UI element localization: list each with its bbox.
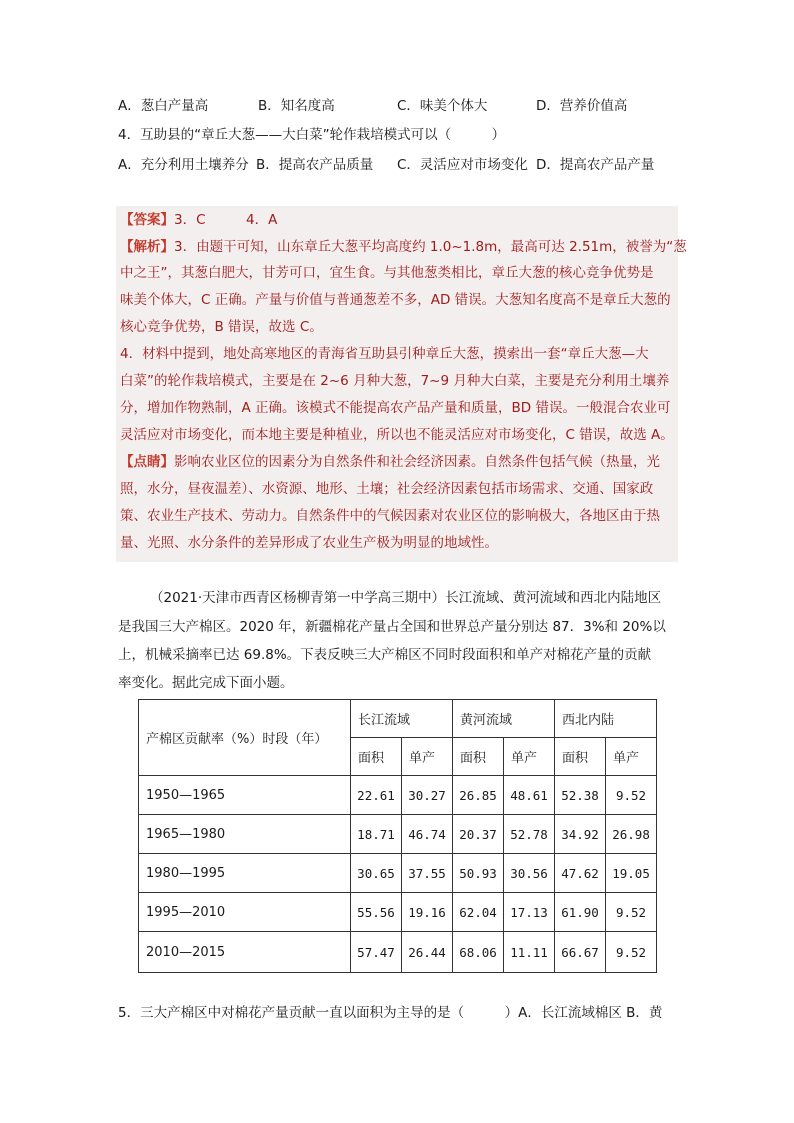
sub-header: 面积 bbox=[453, 738, 504, 776]
value-cell: 48.61 bbox=[504, 776, 555, 815]
value-cell: 17.13 bbox=[504, 893, 555, 932]
period-cell: 1995—2010 bbox=[139, 893, 351, 932]
region-header-northwest: 西北内陆 bbox=[555, 700, 657, 738]
value-cell: 30.56 bbox=[504, 854, 555, 893]
analysis-line-6: 白菜”的轮作栽培模式，主要是在 2~6 月种大葱，7~9 月种大白菜，主要是充分利用土壤养 bbox=[120, 373, 670, 389]
analysis-line-1 bbox=[120, 237, 687, 257]
q4-option-d: D．提高农产品产量 bbox=[536, 157, 655, 173]
analysis-line-2: 中之王”，其葱白肥大，甘芳可口，宜生食。与其他葱类相比，章丘大葱的核心竞争优势是 bbox=[120, 265, 654, 281]
q5-stem: 5．三大产棉区中对棉花产量贡献一直以面积为主导的是（ ）A．长江流域棉区 B．黄 bbox=[118, 1005, 663, 1021]
answer-tag: 【答案】 bbox=[120, 212, 174, 228]
value-cell: 26.44 bbox=[402, 932, 453, 973]
value-cell: 9.52 bbox=[606, 932, 657, 973]
period-cell: 1950—1965 bbox=[139, 776, 351, 815]
comment-line-1 bbox=[120, 452, 660, 472]
value-cell: 52.38 bbox=[555, 776, 606, 815]
intro-line-1: （2021·天津市西青区杨柳青第一中学高三期中）长江流域、黄河流域和西北内陆地区 bbox=[150, 590, 662, 606]
region-header-yangtze: 长江流域 bbox=[351, 700, 453, 738]
comment-text-1: 影响农业区位的因素分为自然条件和社会经济因素。自然条件包括气候（热量，光 bbox=[174, 454, 660, 470]
value-cell: 9.52 bbox=[606, 776, 657, 815]
answer-line bbox=[120, 210, 277, 230]
answer-text: 3．C 4．A bbox=[174, 212, 278, 228]
q3-option-b: B．知名度高 bbox=[258, 98, 335, 114]
q3-option-c: C．味美个体大 bbox=[397, 98, 488, 114]
intro-line-2: 是我国三大产棉区。2020 年，新疆棉花产量占全国和世界总产量分别达 87．3%和 20%以 bbox=[118, 619, 666, 635]
value-cell: 19.05 bbox=[606, 854, 657, 893]
analysis-line-3: 味美个体大，C 正确。产量与价值与普通葱差不多，AD 错误。大葱知名度高不是章丘大葱的 bbox=[120, 292, 671, 308]
table-row bbox=[139, 854, 657, 893]
comment-line-2: 照，水分，昼夜温差）、水资源、地形、土壤；社会经济因素包括市场需求、交通、国家政 bbox=[120, 481, 654, 497]
q4-option-c: C．灵活应对市场变化 bbox=[397, 157, 528, 173]
value-cell: 20.37 bbox=[453, 815, 504, 854]
q3-option-d: D．营养价值高 bbox=[536, 98, 628, 114]
period-cell: 2010—2015 bbox=[139, 932, 351, 973]
sub-header: 单产 bbox=[504, 738, 555, 776]
cotton-contribution-table bbox=[138, 699, 657, 973]
value-cell: 30.65 bbox=[351, 854, 402, 893]
q4-option-b: B．提高农产品质量 bbox=[256, 157, 374, 173]
sub-header: 面积 bbox=[351, 738, 402, 776]
sub-header: 面积 bbox=[555, 738, 606, 776]
table-corner-header: 产棉区贡献率（%）时段（年） bbox=[139, 700, 351, 776]
q4-option-a: A．充分利用土壤养分 bbox=[118, 157, 249, 173]
analysis-line-5: 4．材料中提到，地处高寒地区的青海省互助县引种章丘大葱，摸索出一套“章丘大葱—大 bbox=[120, 346, 649, 362]
value-cell: 11.11 bbox=[504, 932, 555, 973]
value-cell: 26.85 bbox=[453, 776, 504, 815]
table-row bbox=[139, 776, 657, 815]
sub-header: 单产 bbox=[402, 738, 453, 776]
comment-tag: 【点睛】 bbox=[120, 454, 174, 470]
table-row bbox=[139, 815, 657, 854]
sub-header: 单产 bbox=[606, 738, 657, 776]
value-cell: 62.04 bbox=[453, 893, 504, 932]
q4-stem: 4．互助县的“章丘大葱——大白菜”轮作栽培模式可以（ ） bbox=[118, 127, 506, 143]
period-cell: 1980—1995 bbox=[139, 854, 351, 893]
value-cell: 66.67 bbox=[555, 932, 606, 973]
value-cell: 52.78 bbox=[504, 815, 555, 854]
q3-option-a: A．葱白产量高 bbox=[118, 98, 209, 114]
value-cell: 18.71 bbox=[351, 815, 402, 854]
analysis-line-7: 分，增加作物熟制，A 正确。该模式不能提高农产品产量和质量，BD 错误。一般混合农业可 bbox=[120, 400, 671, 416]
value-cell: 57.47 bbox=[351, 932, 402, 973]
analysis-line-4: 核心竞争优势，B 错误，故选 C。 bbox=[120, 319, 323, 335]
value-cell: 68.06 bbox=[453, 932, 504, 973]
analysis-line-8: 灵活应对市场变化，而本地主要是种植业，所以也不能灵活应对市场变化，C 错误，故选 A。 bbox=[120, 427, 674, 443]
comment-line-3: 策、农业生产技术、劳动力。自然条件中的气候因素对农业区位的影响极大，各地区由于热 bbox=[120, 508, 660, 524]
table-row bbox=[139, 893, 657, 932]
analysis-text-1: 3．由题干可知，山东章丘大葱平均高度约 1.0~1.8m，最高可达 2.51m，被誉为“葱 bbox=[174, 239, 687, 255]
value-cell: 9.52 bbox=[606, 893, 657, 932]
value-cell: 46.74 bbox=[402, 815, 453, 854]
intro-line-3: 上，机械采摘率已达 69.8%。下表反映三大产棉区不同时段面积和单产对棉花产量的贡献 bbox=[118, 647, 652, 663]
value-cell: 37.55 bbox=[402, 854, 453, 893]
value-cell: 47.62 bbox=[555, 854, 606, 893]
intro-line-4: 率变化。据此完成下面小题。 bbox=[118, 675, 294, 691]
value-cell: 26.98 bbox=[606, 815, 657, 854]
region-header-yellow-river: 黄河流域 bbox=[453, 700, 555, 738]
value-cell: 55.56 bbox=[351, 893, 402, 932]
comment-line-4: 量、光照、水分条件的差异形成了农业生产极为明显的地域性。 bbox=[120, 535, 498, 551]
value-cell: 61.90 bbox=[555, 893, 606, 932]
value-cell: 50.93 bbox=[453, 854, 504, 893]
value-cell: 22.61 bbox=[351, 776, 402, 815]
value-cell: 19.16 bbox=[402, 893, 453, 932]
value-cell: 30.27 bbox=[402, 776, 453, 815]
period-cell: 1965—1980 bbox=[139, 815, 351, 854]
table-row bbox=[139, 932, 657, 973]
value-cell: 34.92 bbox=[555, 815, 606, 854]
analysis-tag: 【解析】 bbox=[120, 239, 174, 255]
